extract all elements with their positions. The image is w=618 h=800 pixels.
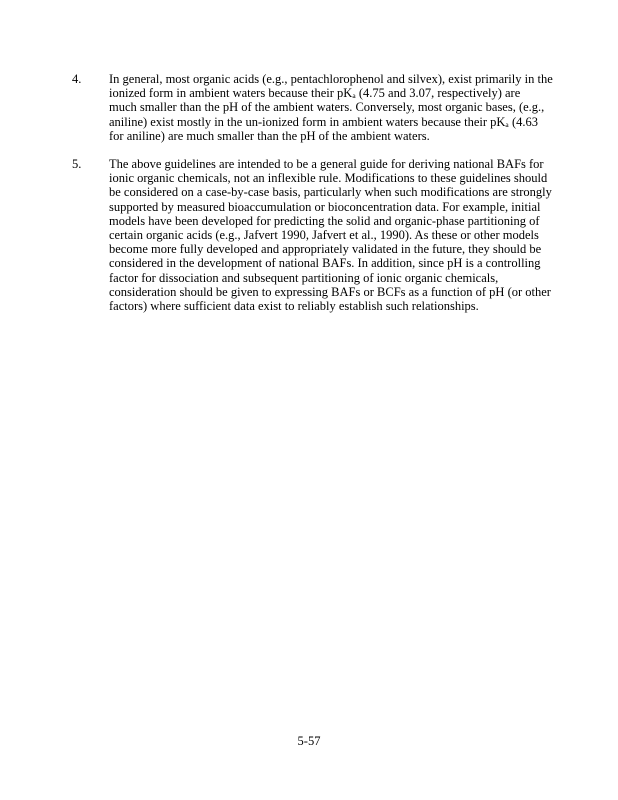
item-number: 4. bbox=[72, 72, 82, 86]
paragraph-line: supported by measured bioaccumulation or bioconcentration data. For example, initial bbox=[109, 199, 541, 214]
paragraph-line: considered in the development of national BAFs. In addition, since pH is a controlling bbox=[109, 256, 541, 271]
paragraph-line: be considered on a case-by-case basis, particularly when such modifications are strongly bbox=[109, 185, 552, 200]
item-paragraph bbox=[109, 157, 591, 313]
paragraph-line: aniline) exist mostly in the un-ionized form in ambient waters because their pKₐ (4.63 bbox=[109, 114, 538, 129]
paragraph-line: certain organic acids (e.g., Jafvert 1990, Jafvert et al., 1990). As these or other models bbox=[109, 228, 539, 243]
paragraph-line: for aniline) are much smaller than the pH of the ambient waters. bbox=[109, 128, 430, 143]
paragraph-line: In general, most organic acids (e.g., pentachlorophenol and silvex), exist primarily in the bbox=[109, 72, 553, 86]
paragraph-line: become more fully developed and appropriately validated in the future, they should be bbox=[109, 242, 542, 257]
paragraph-line: factor for dissociation and subsequent partitioning of ionic organic chemicals, bbox=[109, 270, 499, 285]
paragraph-line: The above guidelines are intended to be a general guide for deriving national BAFs for bbox=[109, 157, 544, 171]
paragraph-line: models have been developed for predicting the solid and organic-phase partitioning of bbox=[109, 213, 540, 228]
paragraph-line: much smaller than the pH of the ambient waters. Conversely, most organic bases, (e.g., bbox=[109, 100, 545, 115]
paragraph-line: consideration should be given to expressing BAFs or BCFs as a function of pH (or other bbox=[109, 284, 551, 299]
paragraph-line: factors) where sufficient data exist to reliably establish such relationships. bbox=[109, 299, 479, 314]
paragraph-line: ionized form in ambient waters because their pKₐ (4.75 and 3.07, respectively) are bbox=[109, 86, 521, 101]
item-paragraph bbox=[109, 72, 591, 143]
paragraph-line: ionic organic chemicals, not an inflexible rule. Modifications to these guidelines should bbox=[109, 171, 548, 186]
item-number: 5. bbox=[72, 157, 82, 171]
page-number: 5-57 bbox=[297, 734, 321, 748]
